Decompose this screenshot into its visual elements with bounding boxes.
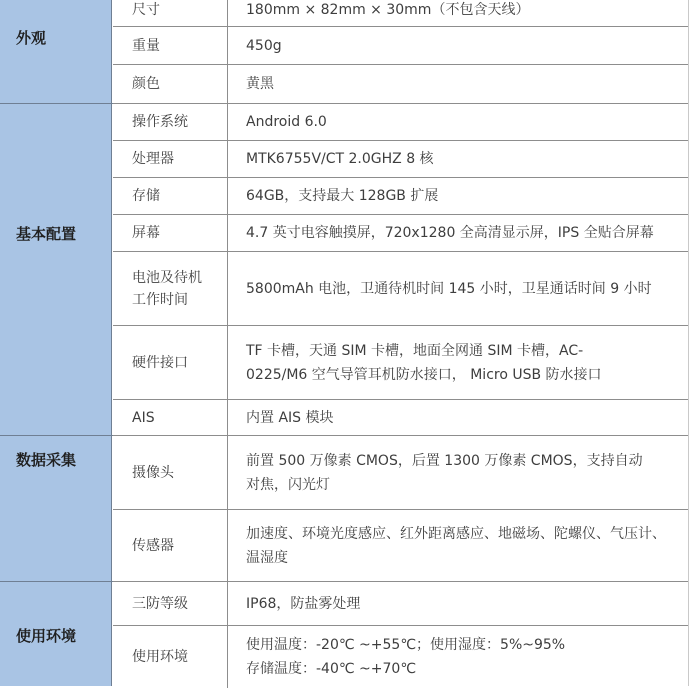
row-name: 摄像头 [113,436,228,509]
row-value-line: 存储温度：-40℃ ~+70℃ [246,661,417,677]
row-value-line: 使用温度：-20℃ ~+55℃；使用湿度：5%~95% [246,637,566,653]
row-name: 颜色 [113,65,228,103]
table-row [113,582,689,626]
table-row [113,104,689,141]
row-name: 处理器 [113,141,228,177]
row-value: 4.7 英寸电容触摸屏，720x1280 全高清显示屏，IPS 全贴合屏幕 [246,225,654,241]
table-row [113,510,689,582]
row-name-line: 工作时间 [132,291,188,308]
table-row [113,326,689,400]
row-value: IP68，防盐雾处理 [246,595,361,612]
table-row [113,178,689,215]
category-label: 使用环境 [16,627,77,645]
table-row [113,65,689,104]
row-name: 操作系统 [113,104,228,140]
row-name: 传感器 [113,510,228,581]
row-name: 硬件接口 [113,326,228,399]
row-name: 屏幕 [113,215,228,251]
table-row [113,0,689,27]
table-row [113,27,689,65]
row-value-line: 前置 500 万像素 CMOS，后置 1300 万像素 CMOS，支持自动 [246,452,643,469]
row-name-line: 电池及待机 [132,269,202,286]
row-name: 使用环境 [113,626,228,688]
table-row [113,400,689,436]
table-row [113,252,689,326]
row-value-line: 0225/M6 空气导管耳机防水接口， Micro USB 防水接口 [246,366,602,383]
table-row [113,436,689,510]
row-value: 黄黑 [246,76,274,92]
row-value: 5800mAh 电池，卫通待机时间 145 小时，卫星通话时间 9 小时 [246,280,652,297]
row-value [228,510,689,581]
row-name: 重量 [113,27,228,64]
row-name: 存储 [113,178,228,214]
category-label: 基本配置 [16,225,77,243]
table-row [113,215,689,252]
row-value: Android 6.0 [246,114,327,130]
category-cell-data-collection [0,436,112,582]
row-name: 尺寸 [113,0,228,26]
row-value-line: 对焦，闪光灯 [246,476,330,493]
row-value [228,626,689,688]
row-value: MTK6755V/CT 2.0GHZ 8 核 [246,151,434,167]
category-label: 外观 [16,29,47,47]
category-cell-basic-config [0,104,112,436]
row-name: AIS [113,400,228,435]
row-value [228,326,689,399]
row-value: 64GB，支持最大 128GB 扩展 [246,188,439,204]
row-name: 三防等级 [113,582,228,625]
category-cell-appearance [0,0,112,104]
row-value [228,436,689,509]
row-value-line: 加速度、环境光度感应、红外距离感应、地磁场、陀螺仪、气压计、 [246,525,666,542]
row-name [113,252,228,325]
category-label: 数据采集 [16,451,77,469]
row-value: 450g [246,37,282,54]
row-value: 180mm × 82mm × 30mm（不包含天线） [246,2,530,18]
row-value-line: TF 卡槽，天通 SIM 卡槽，地面全网通 SIM 卡槽，AC- [246,342,584,359]
table-row [113,626,689,688]
row-value-line: 温湿度 [246,549,288,566]
category-cell-environment [0,582,112,686]
table-row [113,141,689,178]
row-value: 内置 AIS 模块 [246,409,334,426]
